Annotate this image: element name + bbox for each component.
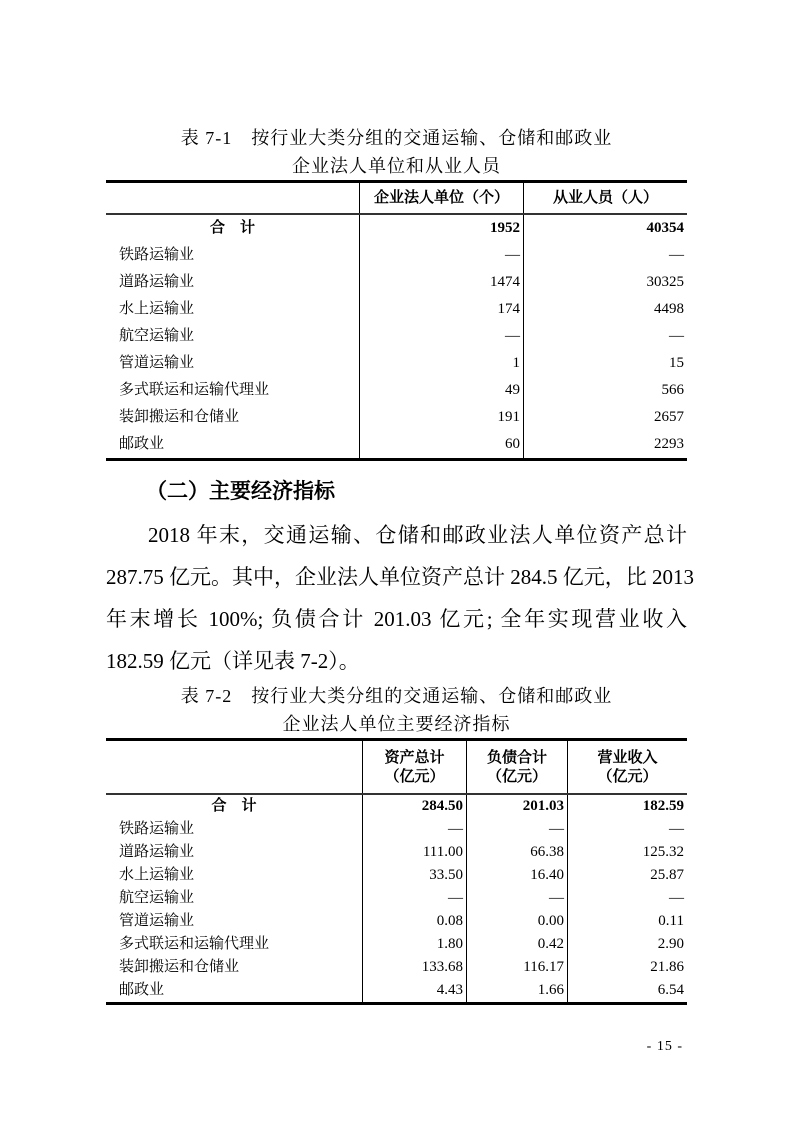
row-label: 航空运输业	[119, 328, 195, 344]
table2-title	[106, 682, 687, 738]
table2-title-line2: 企业法人单位主要经济指标	[282, 714, 511, 734]
table2-col-header-assets	[362, 741, 466, 793]
table2-header-row	[106, 741, 687, 795]
table2-total-row	[106, 795, 687, 818]
cell-value: 2293	[523, 431, 687, 458]
cell-value: 66.38	[466, 841, 567, 864]
table1	[106, 180, 687, 461]
table1-title-line1: 表 7-1 按行业大类分组的交通运输、仓储和邮政业	[180, 128, 613, 148]
table2-col-header-liabilities	[466, 741, 567, 793]
paragraph-line: 182.59 亿元（详见表 7-2）。	[106, 649, 360, 673]
cell-value: 191	[359, 404, 523, 431]
cell-value: 1952	[359, 215, 523, 242]
table-row	[106, 269, 687, 296]
cell-value: 0.08	[362, 910, 466, 933]
cell-value: 49	[359, 377, 523, 404]
cell-value: 40354	[523, 215, 687, 242]
table-row	[106, 841, 687, 864]
table-row	[106, 350, 687, 377]
cell-value: —	[359, 323, 523, 350]
cell-value: 284.50	[362, 795, 466, 818]
cell-value: —	[523, 323, 687, 350]
row-label: 邮政业	[119, 982, 165, 998]
table1-header-row	[106, 183, 687, 215]
cell-value: 0.42	[466, 933, 567, 956]
cell-value: 30325	[523, 269, 687, 296]
cell-value: 4.43	[362, 979, 466, 1002]
row-label: 装卸搬运和仓储业	[119, 409, 240, 425]
table-row	[106, 296, 687, 323]
table1-corner-cell	[106, 183, 359, 213]
table-row	[106, 818, 687, 841]
table1-title-line2: 企业法人单位和从业人员	[292, 156, 501, 176]
cell-value: 2.90	[567, 933, 687, 956]
header-line: （亿元）	[486, 768, 547, 785]
table-row	[106, 323, 687, 350]
table2-col-header-revenue	[567, 741, 687, 793]
table-row	[106, 377, 687, 404]
cell-value: —	[362, 887, 466, 910]
header-line: （亿元）	[597, 768, 658, 785]
cell-value: 25.87	[567, 864, 687, 887]
row-label: 管道运输业	[119, 355, 195, 371]
table-row	[106, 431, 687, 458]
header-line: 营业收入	[597, 749, 658, 766]
cell-value: —	[523, 242, 687, 269]
cell-value: —	[567, 818, 687, 841]
table1-col-header-units: 企业法人单位（个）	[359, 183, 523, 213]
row-label: 多式联运和运输代理业	[119, 382, 270, 398]
cell-value: 4498	[523, 296, 687, 323]
header-line: （亿元）	[384, 768, 445, 785]
cell-value: 116.17	[466, 956, 567, 979]
cell-value: 0.11	[567, 910, 687, 933]
cell-value: 1474	[359, 269, 523, 296]
row-label: 邮政业	[119, 436, 165, 452]
row-label: 装卸搬运和仓储业	[119, 959, 240, 975]
page-content	[106, 0, 694, 1055]
cell-value: —	[466, 887, 567, 910]
table1-total-row	[106, 215, 687, 242]
row-label: 铁路运输业	[119, 247, 195, 263]
row-label: 铁路运输业	[119, 821, 195, 837]
table-row	[106, 864, 687, 887]
body-paragraph	[106, 514, 694, 682]
row-label: 多式联运和运输代理业	[119, 936, 270, 952]
cell-value: —	[466, 818, 567, 841]
cell-value: 182.59	[567, 795, 687, 818]
cell-value: 566	[523, 377, 687, 404]
section-heading: （二）主要经济指标	[146, 480, 335, 503]
table1-col-header-employees: 从业人员（人）	[523, 183, 687, 213]
paragraph-line: 287.75 亿元。其中，企业法人单位资产总计 284.5 亿元，比 2013	[106, 565, 694, 589]
row-label: 水上运输业	[119, 867, 195, 883]
row-label: 道路运输业	[119, 844, 195, 860]
cell-value: 125.32	[567, 841, 687, 864]
cell-value: 21.86	[567, 956, 687, 979]
header-line: 资产总计	[384, 749, 445, 766]
cell-value: 33.50	[362, 864, 466, 887]
cell-value: 60	[359, 431, 523, 458]
cell-value: 111.00	[362, 841, 466, 864]
row-label: 合 计	[211, 798, 257, 814]
paragraph-line: 年末增长 100%; 负债合计 201.03 亿元; 全年实现营业收入	[106, 607, 687, 631]
table-row	[106, 887, 687, 910]
cell-value: 2657	[523, 404, 687, 431]
cell-value: —	[359, 242, 523, 269]
table-row	[106, 979, 687, 1002]
table-row	[106, 404, 687, 431]
row-label: 管道运输业	[119, 913, 195, 929]
cell-value: 1.66	[466, 979, 567, 1002]
cell-value: 1.80	[362, 933, 466, 956]
row-label: 合 计	[209, 220, 255, 236]
cell-value: 174	[359, 296, 523, 323]
cell-value: 6.54	[567, 979, 687, 1002]
table-row	[106, 242, 687, 269]
table-row	[106, 910, 687, 933]
page-number: - 15 -	[646, 1039, 683, 1054]
row-label: 水上运输业	[119, 301, 195, 317]
table2-corner-cell	[106, 741, 362, 793]
table-row	[106, 933, 687, 956]
cell-value: 15	[523, 350, 687, 377]
table2	[106, 738, 687, 1005]
cell-value: 1	[359, 350, 523, 377]
table1-title	[106, 0, 687, 180]
table2-title-line1: 表 7-2 按行业大类分组的交通运输、仓储和邮政业	[180, 686, 613, 706]
cell-value: 16.40	[466, 864, 567, 887]
paragraph-line: 2018 年末，交通运输、仓储和邮政业法人单位资产总计	[148, 523, 687, 547]
cell-value: 133.68	[362, 956, 466, 979]
header-line: 负债合计	[486, 749, 547, 766]
table-row	[106, 956, 687, 979]
cell-value: 201.03	[466, 795, 567, 818]
cell-value: —	[362, 818, 466, 841]
cell-value: 0.00	[466, 910, 567, 933]
cell-value: —	[567, 887, 687, 910]
row-label: 道路运输业	[119, 274, 195, 290]
row-label: 航空运输业	[119, 890, 195, 906]
